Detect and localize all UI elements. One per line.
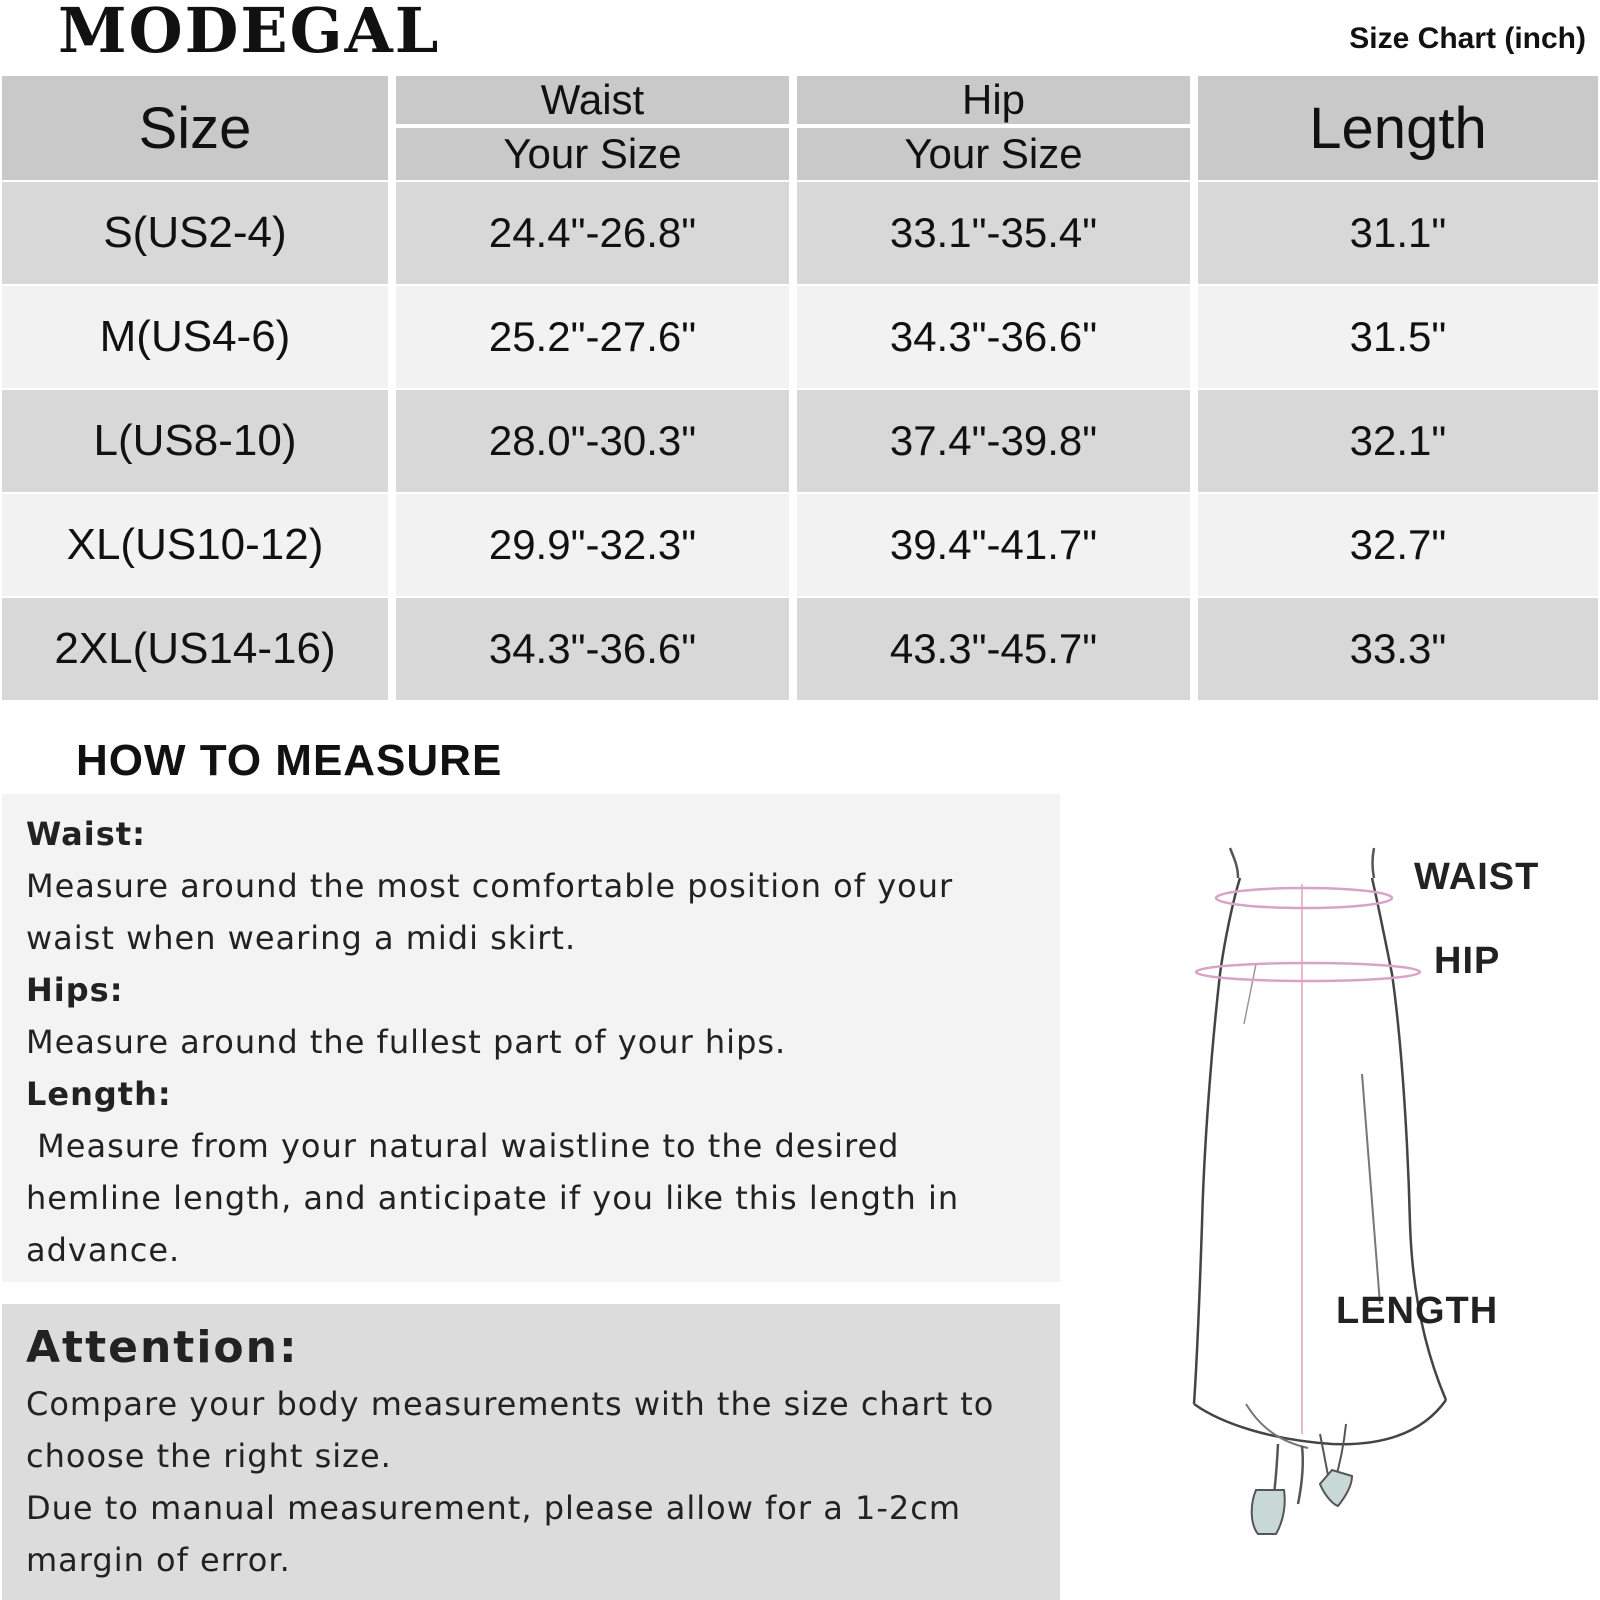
table-cell-waist: 24.4"-26.8" [396,180,797,284]
size-chart-table [2,76,1598,700]
table-cell-waist: 29.9"-32.3" [396,492,797,596]
header-length: Length [1198,76,1598,180]
table-cell-waist: 25.2"-27.6" [396,284,797,388]
table-cell-length: 32.7" [1198,492,1598,596]
table-cell-hip: 34.3"-36.6" [797,284,1198,388]
table-cell-size: M(US4-6) [2,284,396,388]
waist-instruction-line: Measure around the most comfortable position of your [26,867,954,905]
length-diagram-label: LENGTH [1336,1290,1499,1332]
attention-title: Attention: [26,1322,299,1373]
attention-line: Due to manual measurement, please allow for a 1-2cm [26,1489,962,1527]
attention-panel [2,1304,1060,1600]
table-cell-size: XL(US10-12) [2,492,396,596]
size-chart-unit-label: Size Chart (inch) [1349,22,1586,55]
header-waist: Waist [396,76,797,128]
table-cell-length: 31.1" [1198,180,1598,284]
length-label: Length: [26,1075,172,1113]
table-cell-hip: 43.3"-45.7" [797,596,1198,700]
skirt-measure-diagram [1062,844,1600,1538]
hips-label: Hips: [26,971,124,1009]
table-cell-size: S(US2-4) [2,180,396,284]
table-cell-hip: 33.1"-35.4" [797,180,1198,284]
header-hip: Hip [797,76,1198,128]
table-cell-hip: 37.4"-39.8" [797,388,1198,492]
table-cell-size: 2XL(US14-16) [2,596,396,700]
right-shoe [1320,1470,1352,1506]
table-cell-size: L(US8-10) [2,388,396,492]
waist-label: Waist: [26,815,146,853]
how-to-measure-panel [2,794,1060,1282]
skirt-illustration [1062,844,1600,1538]
table-cell-hip: 39.4"-41.7" [797,492,1198,596]
length-instruction-line: Measure from your natural waistline to the desired [26,1127,900,1165]
waist-measure-band [1216,888,1392,908]
table-cell-length: 31.5" [1198,284,1598,388]
waist-diagram-label: WAIST [1414,856,1540,898]
header-hip-sub: Your Size [797,128,1198,180]
table-cell-waist: 28.0"-30.3" [396,388,797,492]
brand-logo: MODEGAL [58,0,441,67]
header-waist-sub: Your Size [396,128,797,180]
table-cell-waist: 34.3"-36.6" [396,596,797,700]
waist-instruction-line: waist when wearing a midi skirt. [26,919,577,957]
left-shoe [1252,1490,1285,1534]
how-to-measure-title: HOW TO MEASURE [76,736,503,785]
attention-line: margin of error. [26,1541,291,1579]
attention-line: choose the right size. [26,1437,392,1475]
hip-diagram-label: HIP [1434,940,1501,982]
table-cell-length: 33.3" [1198,596,1598,700]
table-cell-length: 32.1" [1198,388,1598,492]
length-instruction-line: advance. [26,1231,181,1269]
length-instruction-line: hemline length, and anticipate if you like this length in [26,1179,960,1217]
hips-instruction: Measure around the fullest part of your hips. [26,1023,787,1061]
header-size: Size [2,76,396,180]
hip-measure-band [1196,963,1420,981]
attention-line: Compare your body measurements with the size chart to [26,1385,995,1423]
